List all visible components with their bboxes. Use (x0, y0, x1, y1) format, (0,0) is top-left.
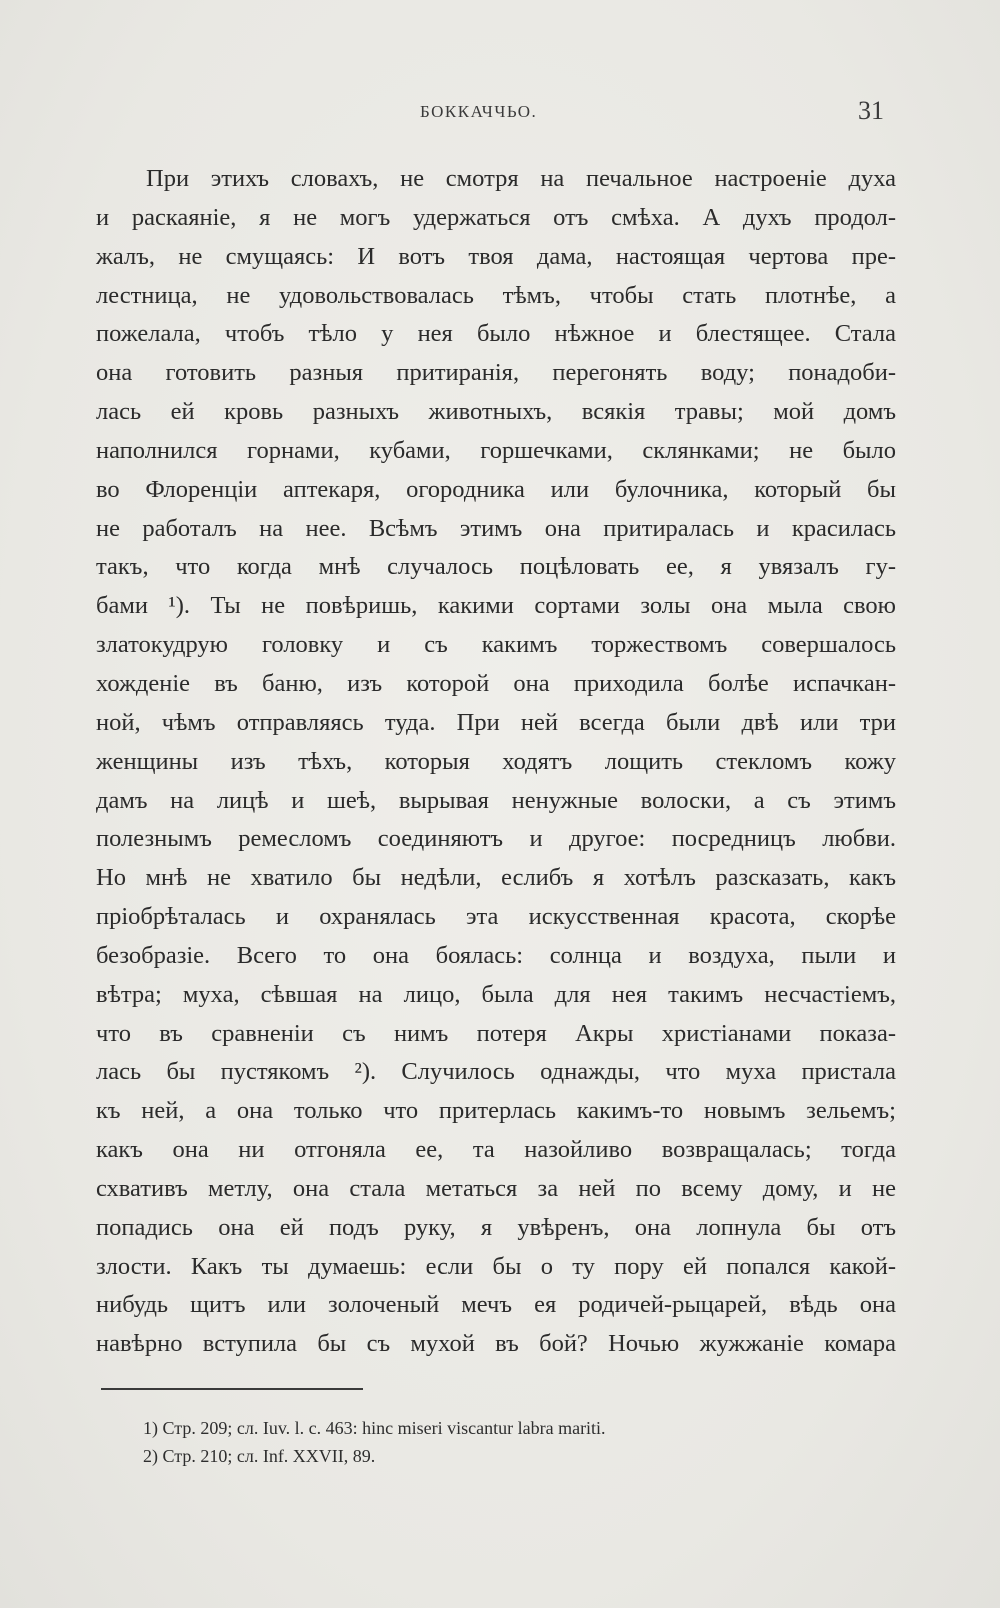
text-line: попадись она ей подъ руку, я увѣренъ, она лопнула бы отъ (96, 1213, 896, 1241)
page-number: 31 (858, 96, 884, 125)
text-line: лась ей кровь разныхъ животныхъ, всякія травы; мой домъ (96, 398, 896, 426)
text-line: къ ней, а она только что притерлась какимъ-то новымъ зельемъ; (96, 1097, 896, 1125)
text-line: полезнымъ ремесломъ соединяютъ и другое: посредницъ любви. (96, 825, 896, 853)
text-line: бами ¹). Ты не повѣришь, какими сортами золы она мыла свою (96, 592, 896, 620)
text-line: она готовить разныя притиранія, перегонять воду; понадоби- (96, 359, 896, 387)
text-line: лестница, не удовольствовалась тѣмъ, чтобы стать плотнѣе, а (96, 281, 896, 309)
text-line: женщины изъ тѣхъ, которыя ходятъ лощить стекломъ кожу (96, 747, 896, 775)
text-line: навѣрно вступила бы съ мухой въ бой? Ночью жужжаніе комара (96, 1330, 896, 1358)
footnote: 2) Стр. 210; сл. Inf. XXVII, 89. (143, 1446, 376, 1466)
text-line: нибудь щитъ или золоченый мечъ ея родичей-рыцарей, вѣдь она (96, 1291, 896, 1319)
footnote: 1) Стр. 209; сл. Iuv. l. c. 463: hinc miseri viscantur labra mariti. (143, 1418, 606, 1438)
text-line: При этихъ словахъ, не смотря на печальное настроеніе духа (146, 165, 896, 192)
text-line: злости. Какъ ты думаешь: если бы о ту пору ей попался какой- (96, 1252, 896, 1280)
text-line: во Флоренціи аптекаря, огородника или булочника, который бы (96, 475, 896, 503)
running-head (0, 96, 1000, 126)
text-line: хожденіе въ баню, изъ которой она приходила болѣе испачкан- (96, 669, 896, 697)
text-line: дамъ на лицѣ и шеѣ, вырывая ненужные волоски, а съ этимъ (96, 786, 896, 814)
text-line: схвативъ метлу, она стала метаться за ней по всему дому, и не (96, 1174, 896, 1202)
text-line: безобразіе. Всего то она боялась: солнца и воздуха, пыли и (96, 941, 896, 969)
text-line: лась бы пустякомъ ²). Случилось однажды, что муха пристала (96, 1058, 896, 1086)
text-line: такъ, что когда мнѣ случалось поцѣловать ее, я увязалъ гу- (96, 553, 896, 581)
text-line: златокудрую головку и съ какимъ торжествомъ совершалось (96, 631, 896, 659)
text-line: что въ сравненіи съ нимъ потеря Акры христіанами показа- (96, 1019, 896, 1047)
text-line: ной, чѣмъ отправляясь туда. При ней всегда были двѣ или три (96, 708, 896, 736)
text-line: жалъ, не смущаясь: И вотъ твоя дама, настоящая чертова пре- (96, 242, 896, 270)
text-line: какъ она ни отгоняла ее, та назойливо возвращалась; тогда (96, 1136, 896, 1164)
text-line: пріобрѣталась и охранялась эта искусственная красота, скорѣе (96, 903, 896, 931)
footnote-divider (101, 1388, 363, 1390)
text-line: не работалъ на нее. Всѣмъ этимъ она притиралась и красилась (96, 514, 896, 542)
running-title: БОККАЧЧЬО. (420, 102, 538, 121)
body-text (96, 160, 896, 1364)
text-line: наполнился горнами, кубами, горшечками, склянками; не было (96, 436, 896, 464)
text-line: Но мнѣ не хватило бы недѣли, еслибъ я хотѣлъ разсказать, какъ (96, 864, 896, 892)
text-line: вѣтра; муха, сѣвшая на лицо, была для нея такимъ несчастіемъ, (96, 980, 896, 1008)
text-line: пожелала, чтобъ тѣло у нея было нѣжное и блестящее. Стала (96, 320, 896, 348)
text-line: и раскаяніе, я не могъ удержаться отъ смѣха. А духъ продол- (96, 203, 896, 231)
footnotes (143, 1414, 843, 1470)
